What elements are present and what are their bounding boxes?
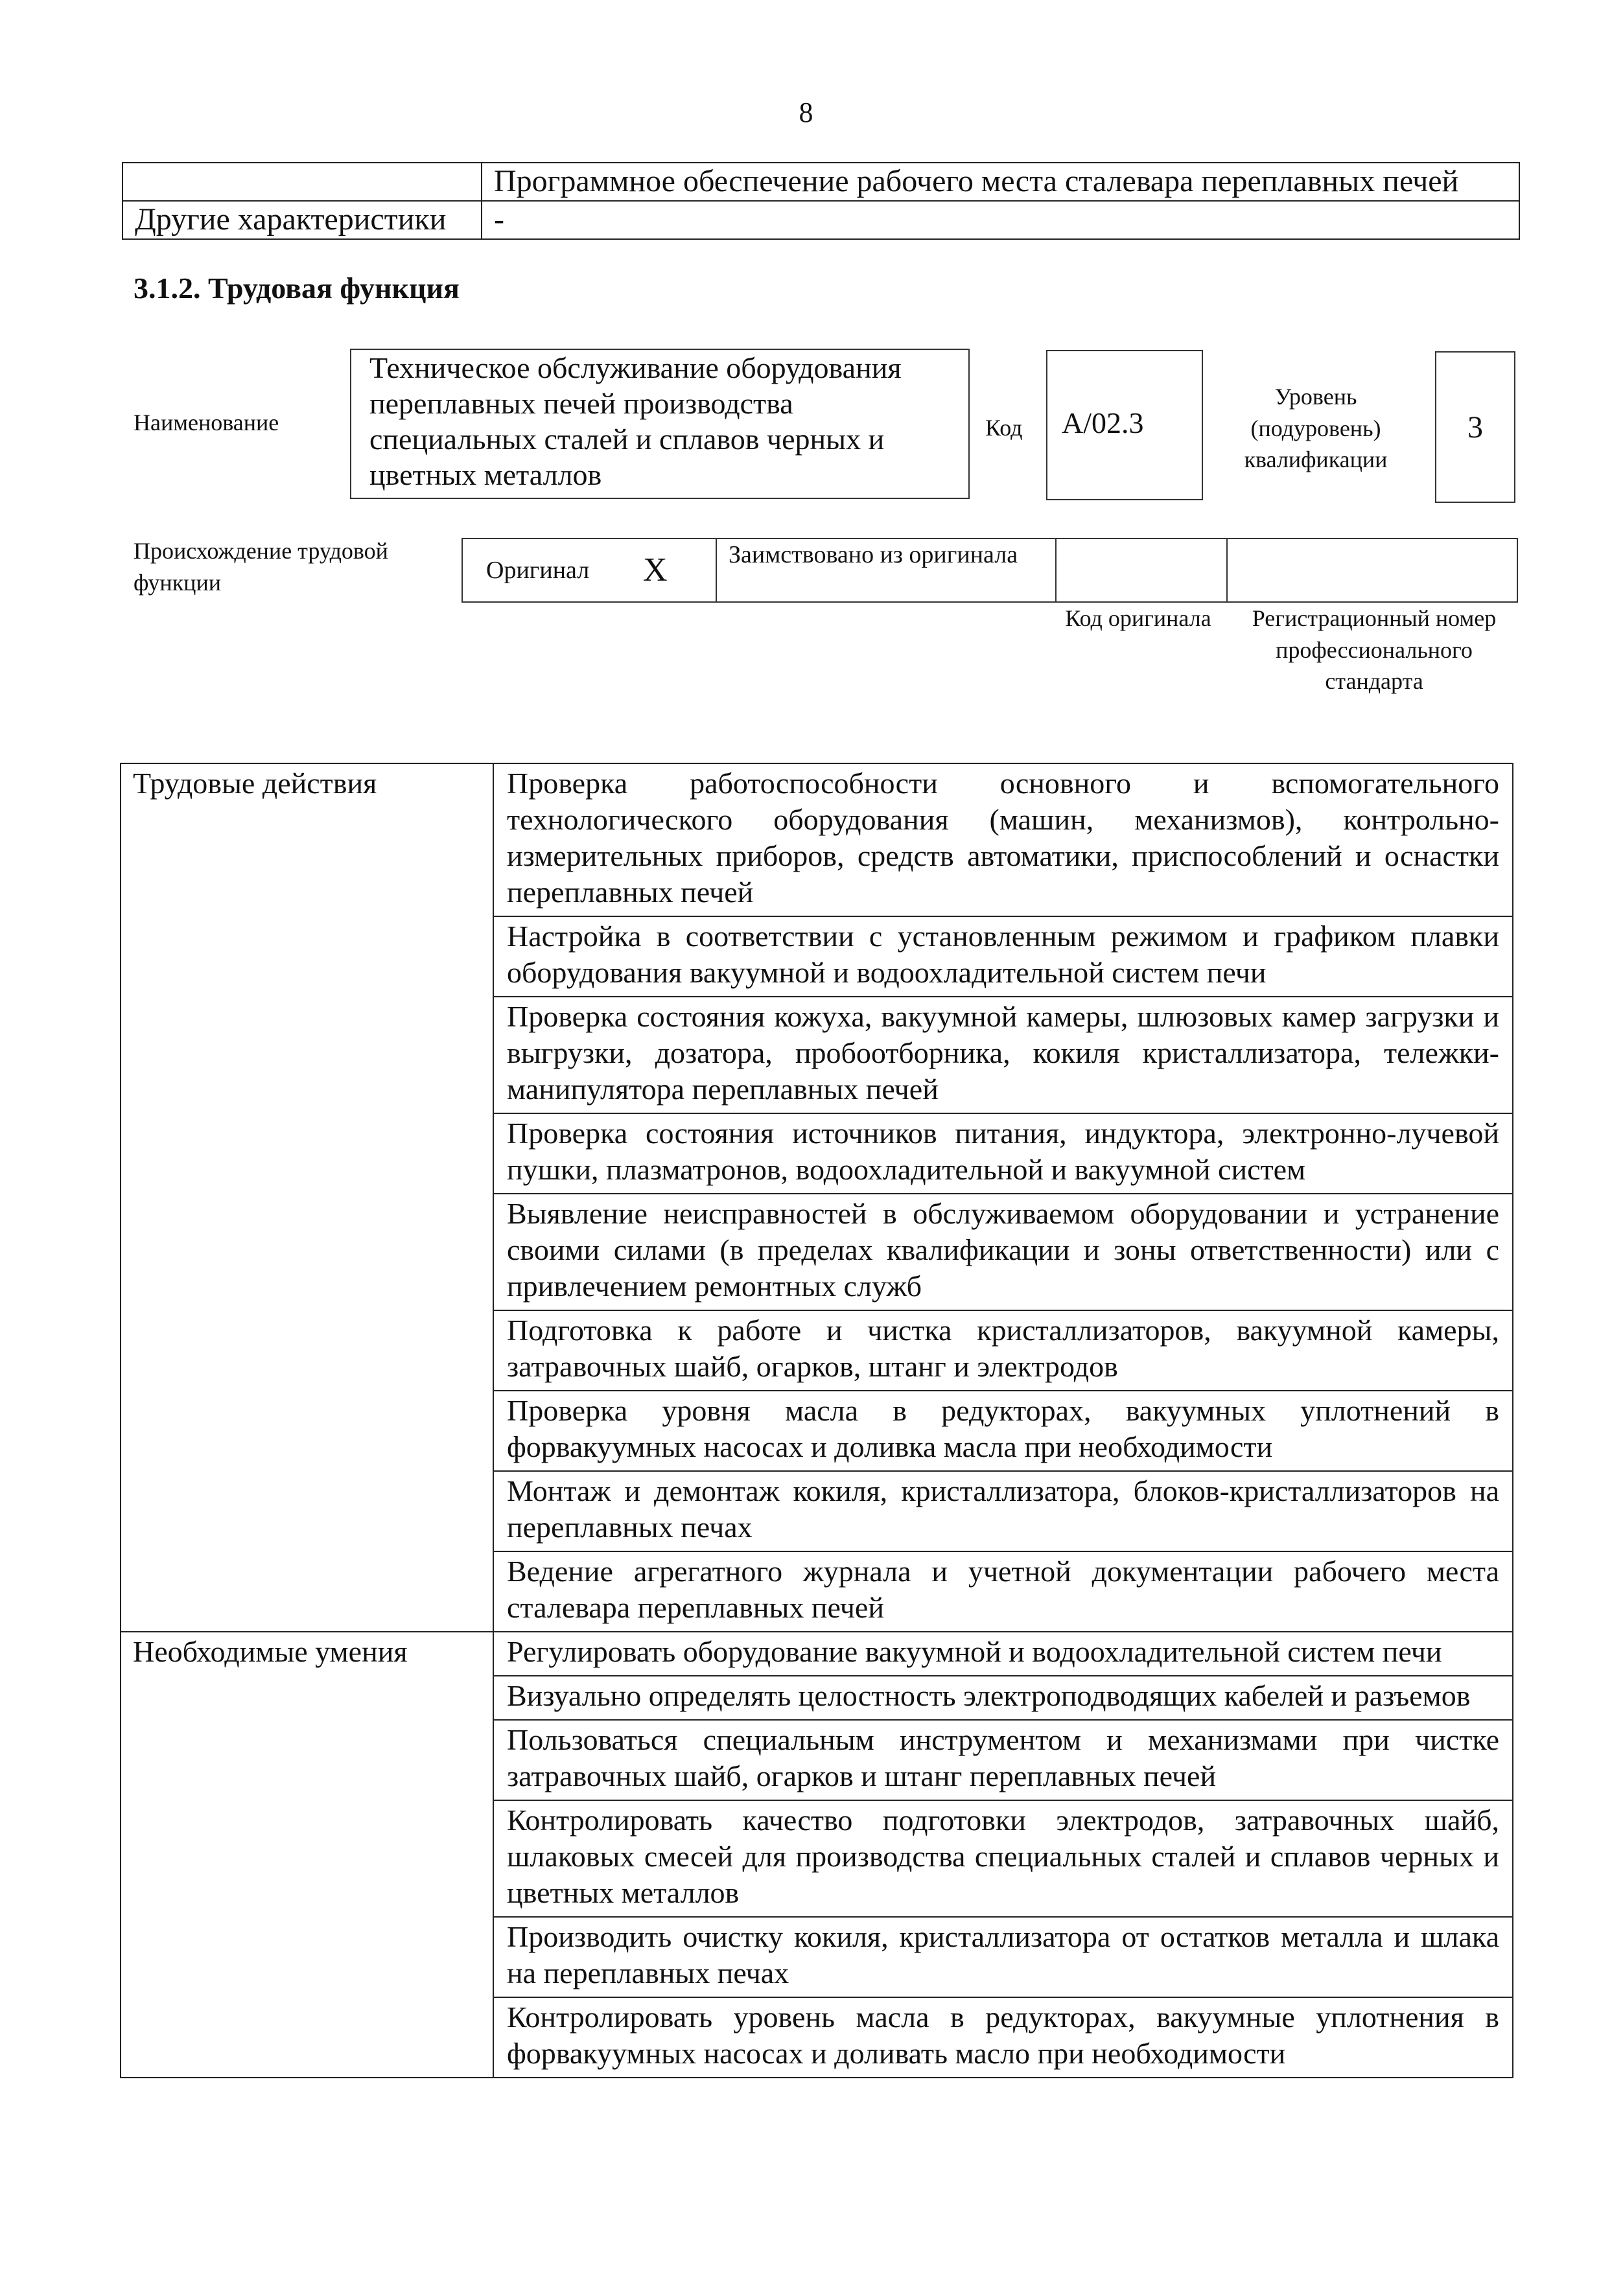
table-row — [121, 1632, 1513, 1676]
list-item: Проверка работоспособности основного и вспомогательного технологического оборудования (машин, механизмов), контрольно-измерительных приборов, средств автоматики, приспособлений и оснастки переплавных печей — [493, 763, 1513, 916]
original-mark: X — [643, 551, 668, 588]
divider — [1055, 539, 1057, 601]
list-item: Регулировать оборудование вакуумной и водоохладительной систем печи — [493, 1632, 1513, 1676]
list-item: Производить очистку кокиля, кристаллизатора от остатков металла и шлака на переплавных печах — [493, 1917, 1513, 1997]
list-item: Контролировать уровень масла в редукторах, вакуумные уплотнения в форвакуумных насосах и доливать масло при необходимости — [493, 1997, 1513, 2078]
code-label: Код — [985, 415, 1023, 441]
list-item: Проверка состояния кожуха, вакуумной камеры, шлюзовых камер загрузки и выгрузки, дозатора, пробоотборника, кокиля кристаллизатора, тележки-манипулятора переплавных печей — [493, 997, 1513, 1113]
list-item: Монтаж и демонтаж кокиля, кристаллизатора, блоков-кристаллизаторов на переплавных печах — [493, 1471, 1513, 1551]
origin-box — [461, 538, 1518, 603]
required-skills-label: Необходимые умения — [121, 1632, 493, 2078]
origin-label: Происхождение трудовой функции — [134, 538, 388, 596]
list-item: Выявление неисправностей в обслуживаемом оборудовании и устранение своими силами (в пределах квалификации и зоны ответственности) или с привлечением ремонтных служб — [493, 1194, 1513, 1310]
level-label: Уровень (подуровень) квалификации — [1244, 384, 1388, 473]
code-original-caption: Код оригинала — [1065, 605, 1211, 631]
function-name-box: Техническое обслуживание оборудования переплавных печей производства специальных сталей и сплавов черных и цветных металлов — [350, 349, 970, 499]
list-item: Пользоваться специальным инструментом и механизмами при чистке затравочных шайб, огарков и штанг переплавных печей — [493, 1720, 1513, 1800]
divider — [716, 539, 717, 601]
empty-cell — [123, 163, 482, 201]
other-characteristics-value: - — [482, 201, 1519, 239]
section-heading: 3.1.2. Трудовая функция — [134, 272, 460, 305]
table-row — [123, 201, 1519, 239]
list-item: Ведение агрегатного журнала и учетной документации рабочего места сталевара переплавных печей — [493, 1551, 1513, 1632]
table-row — [121, 763, 1513, 916]
page-number: 8 — [799, 97, 813, 128]
divider — [1226, 539, 1228, 601]
name-label: Наименование — [134, 410, 279, 435]
other-characteristics-label: Другие характеристики — [123, 201, 482, 239]
labor-actions-label: Трудовые действия — [121, 763, 493, 1632]
list-item: Проверка уровня масла в редукторах, вакуумных уплотнений в форвакуумных насосах и доливка масла при необходимости — [493, 1391, 1513, 1471]
code-value-box: А/02.3 — [1046, 350, 1203, 500]
list-item: Проверка состояния источников питания, индуктора, электронно-лучевой пушки, плазматронов, водоохладительной и вакуумной систем — [493, 1113, 1513, 1194]
reg-number-caption: Регистрационный номер профессионального стандарта — [1252, 605, 1497, 695]
borrowed-label: Заимствовано из оригинала — [729, 541, 1018, 568]
original-label: Оригинал — [486, 557, 590, 584]
list-item: Подготовка к работе и чистка кристаллизаторов, вакуумной камеры, затравочных шайб, огарков, штанг и электродов — [493, 1310, 1513, 1391]
list-item: Визуально определять целостность электроподводящих кабелей и разъемов — [493, 1676, 1513, 1720]
top-table — [122, 162, 1520, 240]
list-item: Контролировать качество подготовки электродов, затравочных шайб, шлаковых смесей для производства специальных сталей и сплавов черных и цветных металлов — [493, 1800, 1513, 1917]
main-table — [120, 763, 1513, 2078]
list-item: Настройка в соответствии с установленным режимом и графиком плавки оборудования вакуумной и водоохладительной систем печи — [493, 916, 1513, 997]
table-row — [123, 163, 1519, 201]
level-value-box: 3 — [1435, 351, 1515, 503]
software-value: Программное обеспечение рабочего места сталевара переплавных печей — [482, 163, 1519, 201]
